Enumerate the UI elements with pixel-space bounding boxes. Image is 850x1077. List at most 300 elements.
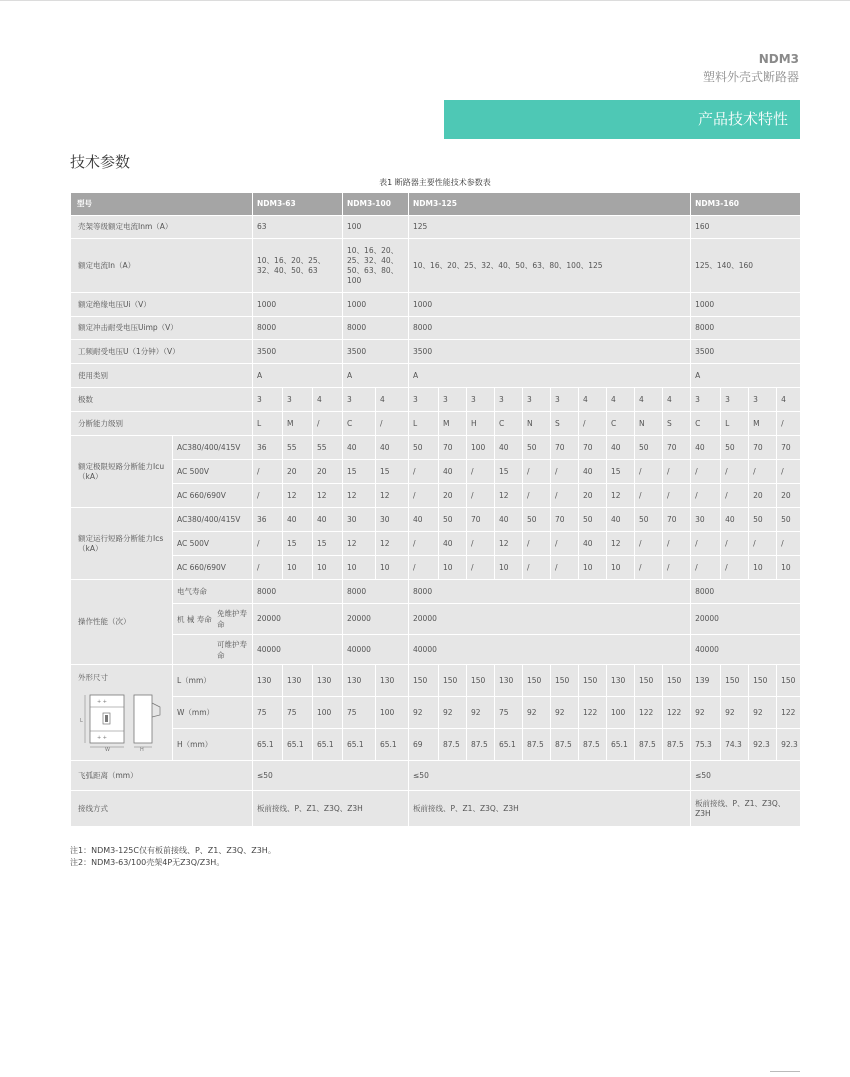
row-label: 使用类别	[71, 364, 253, 388]
table-caption: 表1 断路器主要性能技术参数表	[379, 178, 491, 187]
sub-label: W（mm）	[173, 697, 253, 729]
cell: /	[749, 460, 777, 484]
cell: 36	[253, 508, 283, 532]
cell: 10	[283, 556, 313, 580]
cell: 12	[607, 532, 635, 556]
section-banner: 产品技术特性	[444, 100, 800, 139]
cell: 40	[721, 508, 749, 532]
cell: 3	[495, 388, 523, 412]
row-label: 工频耐受电压U（1分钟）（V）	[71, 340, 253, 364]
cell: 65.1	[343, 729, 376, 761]
cell: /	[467, 484, 495, 508]
row-maintenance-free	[71, 604, 801, 635]
cell: 92	[749, 697, 777, 729]
cell: 20	[283, 460, 313, 484]
cell: 150	[663, 665, 691, 697]
cell: 92	[439, 697, 467, 729]
cell: 70	[663, 508, 691, 532]
sketch-label-l: L	[80, 718, 83, 724]
sub-label: L（mm）	[173, 665, 253, 697]
cell: /	[777, 412, 801, 436]
header-frame100: NDM3-100	[343, 193, 409, 216]
cell: /	[721, 460, 749, 484]
row-poles	[71, 388, 801, 412]
row-insulation-voltage	[71, 293, 801, 317]
cell: 150	[749, 665, 777, 697]
cell: 10	[749, 556, 777, 580]
cell: 139	[691, 665, 721, 697]
cell: /	[635, 484, 663, 508]
cell: 130	[495, 665, 523, 697]
cell: L	[409, 412, 439, 436]
cell: 10、16、20、25、32、40、50、63	[253, 239, 343, 293]
cell: 板前接线、P、Z1、Z3Q、Z3H	[691, 791, 801, 827]
cell: 1000	[691, 293, 801, 317]
cell: 3	[691, 388, 721, 412]
outline-sketch-icon	[80, 689, 170, 751]
row-arc-distance	[71, 761, 801, 791]
cell: ≤50	[409, 761, 691, 791]
cell: 10、16、20、25、32、40、50、63、80、100、125	[409, 239, 691, 293]
cell: 3	[467, 388, 495, 412]
cell: /	[551, 460, 579, 484]
cell: 40	[495, 436, 523, 460]
cell: 92	[409, 697, 439, 729]
cell: /	[777, 460, 801, 484]
cell: 50	[523, 436, 551, 460]
sub-label: AC 500V	[173, 532, 253, 556]
cell: 50	[409, 436, 439, 460]
cell: /	[313, 412, 343, 436]
cell: H	[467, 412, 495, 436]
cell: 20000	[253, 604, 343, 635]
cell: /	[409, 556, 439, 580]
cell: 12	[376, 532, 409, 556]
cell: 4	[579, 388, 607, 412]
cell: M	[439, 412, 467, 436]
cell: 40	[579, 460, 607, 484]
cell: 125	[409, 216, 691, 239]
cell: 130	[313, 665, 343, 697]
cell: 1000	[343, 293, 409, 317]
cell: 36	[253, 436, 283, 460]
cell: 10	[607, 556, 635, 580]
cell: 130	[376, 665, 409, 697]
sketch-label-h: H	[140, 747, 144, 751]
cell: N	[523, 412, 551, 436]
cell: 3	[343, 388, 376, 412]
mechanical-label: 机 械 寿命	[177, 614, 212, 624]
cell: 160	[691, 216, 801, 239]
cell: 70	[749, 436, 777, 460]
row-ics-ac660	[71, 556, 801, 580]
cell: 20	[313, 460, 343, 484]
row-ics-ac380	[71, 508, 801, 532]
cell: 1000	[253, 293, 343, 317]
cell: 10	[376, 556, 409, 580]
row-icu-ac380	[71, 436, 801, 460]
cell: 12	[495, 532, 523, 556]
row-dim-l	[71, 665, 801, 697]
cell: 75.3	[691, 729, 721, 761]
sketch-label-w: W	[105, 747, 110, 751]
cell: 87.5	[551, 729, 579, 761]
cell: 10	[579, 556, 607, 580]
cell: 8000	[253, 317, 343, 340]
cell: 4	[313, 388, 343, 412]
cell: ≤50	[253, 761, 409, 791]
sub-label: 免维护寿命	[217, 609, 247, 629]
cell: 8000	[343, 580, 409, 604]
cell: 50	[579, 508, 607, 532]
cell: 92	[467, 697, 495, 729]
cell: 130	[283, 665, 313, 697]
row-label: 极数	[71, 388, 253, 412]
cell: S	[663, 412, 691, 436]
cell: 69	[409, 729, 439, 761]
cell: 板前接线、P、Z1、Z3Q、Z3H	[409, 791, 691, 827]
cell: 40	[409, 508, 439, 532]
cell: N	[635, 412, 663, 436]
cell: /	[467, 556, 495, 580]
cell: /	[467, 532, 495, 556]
row-label: 接线方式	[71, 791, 253, 827]
cell: 40	[283, 508, 313, 532]
cell: /	[663, 460, 691, 484]
cell: 130	[253, 665, 283, 697]
cell: /	[691, 532, 721, 556]
cell: 3500	[253, 340, 343, 364]
cell: /	[523, 484, 551, 508]
cell: 100	[607, 697, 635, 729]
cell: 87.5	[439, 729, 467, 761]
cell: 100	[343, 216, 409, 239]
cell: 50	[523, 508, 551, 532]
cell: 150	[635, 665, 663, 697]
cell: 4	[607, 388, 635, 412]
cell: 40	[439, 532, 467, 556]
cell: 40000	[253, 635, 343, 665]
cell: 150	[439, 665, 467, 697]
sub-label: AC380/400/415V	[173, 436, 253, 460]
cell: /	[721, 556, 749, 580]
note-2: 注2：NDM3-63/100壳架4P无Z3Q/Z3H。	[70, 858, 225, 867]
row-label: 额定电流In（A）	[71, 239, 253, 293]
cell: 125、140、160	[691, 239, 801, 293]
cell: 75	[253, 697, 283, 729]
cell: 130	[343, 665, 376, 697]
cell: 50	[635, 436, 663, 460]
cell: 70	[551, 436, 579, 460]
sub-label: 电气寿命	[173, 580, 253, 604]
cell: 30	[343, 508, 376, 532]
row-breaking-level	[71, 412, 801, 436]
cell: /	[691, 556, 721, 580]
cell: C	[691, 412, 721, 436]
sub-label: AC 500V	[173, 460, 253, 484]
cell: 40	[343, 436, 376, 460]
cell: 12	[343, 532, 376, 556]
cell: 50	[635, 508, 663, 532]
cell: 1000	[409, 293, 691, 317]
cell: /	[721, 532, 749, 556]
cell: 8000	[409, 580, 691, 604]
cell: 40	[313, 508, 343, 532]
cell: 3	[283, 388, 313, 412]
cell: S	[551, 412, 579, 436]
cell: /	[253, 460, 283, 484]
cell: 10	[343, 556, 376, 580]
row-dim-h	[71, 729, 801, 761]
cell: /	[409, 484, 439, 508]
cell: /	[467, 460, 495, 484]
cell: 40000	[691, 635, 801, 665]
cell: C	[607, 412, 635, 436]
cell: 92	[523, 697, 551, 729]
cell: 3	[253, 388, 283, 412]
cell: 70	[551, 508, 579, 532]
header-product-name: 塑料外壳式断路器	[702, 70, 799, 84]
row-category	[71, 364, 801, 388]
sub-label: H（mm）	[173, 729, 253, 761]
cell: 40	[376, 436, 409, 460]
row-label: 额定冲击耐受电压Uimp（V）	[71, 317, 253, 340]
row-rated-current	[71, 239, 801, 293]
row-impulse-voltage	[71, 317, 801, 340]
cell: A	[253, 364, 343, 388]
cell: 40	[579, 532, 607, 556]
cell: /	[635, 460, 663, 484]
cell: 10	[777, 556, 801, 580]
cell: A	[409, 364, 691, 388]
cell: /	[253, 484, 283, 508]
cell: 92	[691, 697, 721, 729]
cell: 15	[495, 460, 523, 484]
cell: 10、16、20、25、32、40、50、63、80、100	[343, 239, 409, 293]
cell: 63	[253, 216, 343, 239]
cell: A	[343, 364, 409, 388]
cell: 40	[607, 436, 635, 460]
cell: 30	[691, 508, 721, 532]
row-label: 额定绝缘电压Ui（V）	[71, 293, 253, 317]
cell: 8000	[253, 580, 343, 604]
cell: 75	[283, 697, 313, 729]
cell: 150	[721, 665, 749, 697]
cell: C	[495, 412, 523, 436]
cell: L	[253, 412, 283, 436]
row-icu-ac660	[71, 484, 801, 508]
cell: 3	[749, 388, 777, 412]
cell: 12	[343, 484, 376, 508]
cell: 75	[343, 697, 376, 729]
cell: 15	[313, 532, 343, 556]
cell: 40	[495, 508, 523, 532]
row-label: 飞弧距离（mm）	[71, 761, 253, 791]
cell: 20000	[409, 604, 691, 635]
dimensions-label: 外形尺寸	[78, 673, 108, 682]
header-model-label: 型号	[71, 193, 253, 216]
cell: /	[663, 484, 691, 508]
notes	[70, 845, 276, 869]
svg-text:+ +: + +	[97, 699, 107, 705]
top-rule	[0, 0, 850, 1]
cell: /	[663, 556, 691, 580]
cell: 4	[777, 388, 801, 412]
cell: 板前接线、P、Z1、Z3Q、Z3H	[253, 791, 409, 827]
table-header-row	[71, 193, 801, 216]
cell: 122	[635, 697, 663, 729]
cell: 3	[409, 388, 439, 412]
cell: 50	[439, 508, 467, 532]
cell: 3	[551, 388, 579, 412]
operation-label: 操作性能（次）	[71, 580, 173, 665]
cell: 20000	[691, 604, 801, 635]
cell: 100	[376, 697, 409, 729]
cell: 55	[313, 436, 343, 460]
cell: /	[635, 556, 663, 580]
cell: 87.5	[635, 729, 663, 761]
cell: 150	[409, 665, 439, 697]
cell: L	[721, 412, 749, 436]
row-power-freq-voltage	[71, 340, 801, 364]
header-frame160: NDM3-160	[691, 193, 801, 216]
cell: 55	[283, 436, 313, 460]
cell: 40	[439, 460, 467, 484]
row-maintainable	[71, 635, 801, 665]
cell: 10	[495, 556, 523, 580]
cell: 65.1	[495, 729, 523, 761]
row-wiring	[71, 791, 801, 827]
cell: 12	[313, 484, 343, 508]
header-model: NDM3	[758, 52, 799, 66]
cell: 100	[313, 697, 343, 729]
cell: 8000	[409, 317, 691, 340]
cell: 87.5	[467, 729, 495, 761]
cell: 15	[283, 532, 313, 556]
cell: 150	[523, 665, 551, 697]
cell: /	[691, 460, 721, 484]
cell: 40000	[343, 635, 409, 665]
cell: 122	[579, 697, 607, 729]
cell: /	[523, 532, 551, 556]
cell: 87.5	[523, 729, 551, 761]
cell: 30	[376, 508, 409, 532]
cell: 8000	[691, 317, 801, 340]
cell: /	[523, 460, 551, 484]
cell: A	[691, 364, 801, 388]
cell: ≤50	[691, 761, 801, 791]
cell: 65.1	[607, 729, 635, 761]
cell: 40000	[409, 635, 691, 665]
cell: 3	[721, 388, 749, 412]
cell: 70	[439, 436, 467, 460]
cell: 150	[777, 665, 801, 697]
row-label: 壳架等级额定电流Inm（A）	[71, 216, 253, 239]
cell: 20	[749, 484, 777, 508]
cell: /	[551, 532, 579, 556]
cell: /	[691, 484, 721, 508]
cell: 20	[579, 484, 607, 508]
mechanical-life-cell	[173, 604, 253, 635]
sub-label: AC 660/690V	[173, 484, 253, 508]
cell: 15	[343, 460, 376, 484]
spec-table	[70, 192, 801, 827]
header-frame63: NDM3-63	[253, 193, 343, 216]
row-ics-ac500	[71, 532, 801, 556]
cell: 3500	[343, 340, 409, 364]
cell: 15	[376, 460, 409, 484]
row-electrical-life	[71, 580, 801, 604]
cell: 122	[777, 697, 801, 729]
cell: 65.1	[313, 729, 343, 761]
cell: 130	[607, 665, 635, 697]
cell: 122	[663, 697, 691, 729]
cell: 70	[467, 508, 495, 532]
cell: 3	[439, 388, 467, 412]
cell: 12	[283, 484, 313, 508]
cell: 3500	[691, 340, 801, 364]
page-corner-mark	[770, 1071, 800, 1072]
cell: 20	[777, 484, 801, 508]
cell: 40	[607, 508, 635, 532]
cell: 3	[523, 388, 551, 412]
cell: 150	[579, 665, 607, 697]
sub-label: AC380/400/415V	[173, 508, 253, 532]
note-1: 注1：NDM3-125C仅有板前接线、P、Z1、Z3Q、Z3H。	[70, 846, 276, 855]
row-frame-current	[71, 216, 801, 239]
svg-text:+ +: + +	[97, 735, 107, 741]
cell: 92	[551, 697, 579, 729]
cell: 50	[721, 436, 749, 460]
cell: 50	[777, 508, 801, 532]
cell: 87.5	[663, 729, 691, 761]
cell: /	[749, 532, 777, 556]
cell: 3500	[409, 340, 691, 364]
cell: /	[523, 556, 551, 580]
ics-label: 额定运行短路分断能力Ics（kA）	[71, 508, 173, 580]
cell: 92	[721, 697, 749, 729]
row-icu-ac500	[71, 460, 801, 484]
cell: /	[551, 484, 579, 508]
cell: 75	[495, 697, 523, 729]
row-dim-w	[71, 697, 801, 729]
cell: 20	[439, 484, 467, 508]
cell: 8000	[691, 580, 801, 604]
cell: C	[343, 412, 376, 436]
cell: M	[283, 412, 313, 436]
cell: 70	[777, 436, 801, 460]
cell: 4	[635, 388, 663, 412]
cell: 20000	[343, 604, 409, 635]
cell: 12	[495, 484, 523, 508]
cell: 50	[749, 508, 777, 532]
cell: /	[409, 532, 439, 556]
cell: 15	[607, 460, 635, 484]
cell: 4	[663, 388, 691, 412]
cell: /	[777, 532, 801, 556]
cell: 100	[467, 436, 495, 460]
cell: 87.5	[579, 729, 607, 761]
cell: 92.3	[777, 729, 801, 761]
header-frame125: NDM3-125	[409, 193, 691, 216]
cell: 40	[691, 436, 721, 460]
cell: /	[551, 556, 579, 580]
sub-label: 可维护寿命	[173, 635, 253, 665]
cell: 65.1	[253, 729, 283, 761]
cell: 65.1	[283, 729, 313, 761]
cell: /	[253, 532, 283, 556]
cell: /	[579, 412, 607, 436]
